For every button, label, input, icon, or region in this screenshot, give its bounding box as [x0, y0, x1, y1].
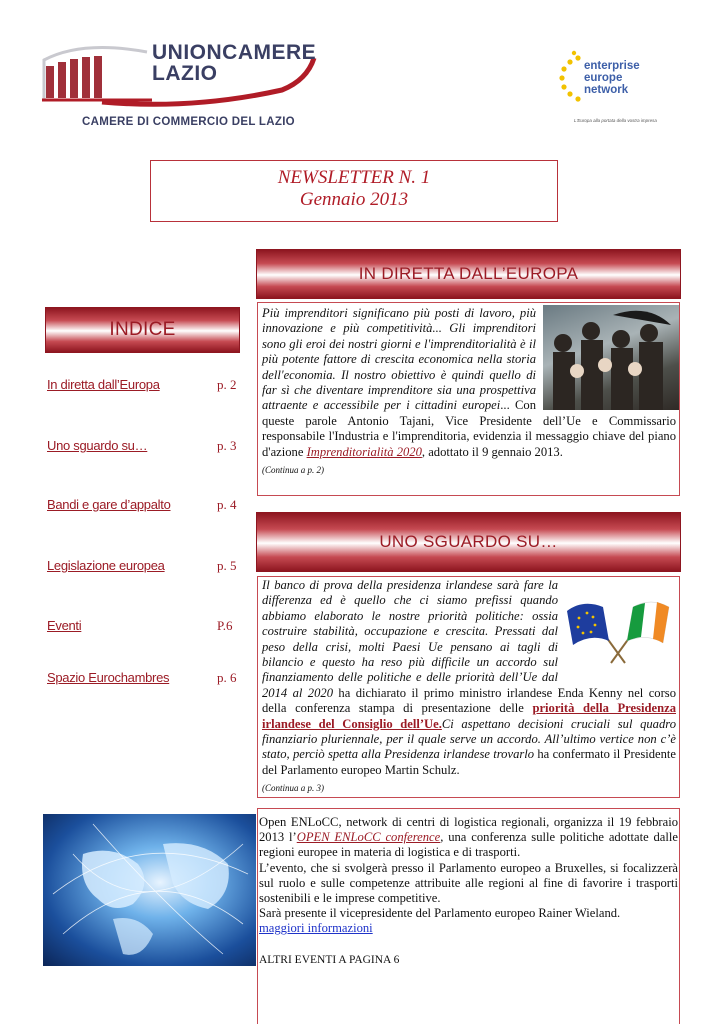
article-eventi-text — [259, 815, 678, 968]
index-item-eventi[interactable]: Eventi — [47, 618, 82, 633]
index-item-legislazione[interactable]: Legislazione europea — [47, 558, 165, 573]
article-diretta-intro: Più imprenditori significano più posti di lavoro, più innovazione e più competitività... Gli imprenditori sono gli eroi dei nostri giorni e l'imprenditorialità è il più potente fattore di crescita economica nella storia dell'economia. Il nostro obiettivo è quindi quello di far sì che diventare imprenditore sia una prospettiva attraente e accessibile per i cittadini europei — [262, 306, 536, 413]
article-sguardo-continue[interactable]: (Continua a p. 3) — [262, 783, 324, 794]
flag-spacer — [558, 578, 676, 682]
index-page: p. 3 — [217, 438, 237, 453]
org-name-line1: UNIONCAMERE — [152, 41, 317, 64]
index-page: p. 5 — [217, 558, 237, 573]
enterprise-europe-network-logo — [540, 48, 690, 130]
unioncamere-logo — [42, 40, 322, 130]
open-enlocc-conference-link[interactable]: OPEN ENLoCC conference — [296, 830, 441, 845]
newsletter-number: NEWSLETTER N. 1 — [277, 167, 431, 188]
section-header-diretta: IN DIRETTA DALL’EUROPA — [256, 249, 681, 299]
more-info-link[interactable]: maggiori informazioni — [259, 921, 373, 936]
index-item-diretta[interactable]: In diretta dall’Europa — [47, 377, 160, 392]
newsletter-date: Gennaio 2013 — [299, 189, 409, 210]
section-header-sguardo: UNO SGUARDO SU… — [256, 512, 681, 572]
index-page: P.6 — [217, 618, 233, 633]
index-item-eurochambres[interactable]: Spazio Eurochambres — [47, 670, 170, 685]
index-page: p. 2 — [217, 377, 237, 392]
event-speaker: Sarà presente il vicepresidente del Parlamento europeo Rainer Wieland. — [259, 906, 621, 921]
presidenza-irlandese-link[interactable]: priorità della Presidenza irlandese del Consiglio dell’Ue. — [262, 701, 677, 731]
article-sguardo-italic-end: Ci aspettano decisioni cruciali sul quadro finanziario pluriennale, per il quale serve un accordo. All’ultimo vertice non c’è stato, perciò spetta alla Presidenza irlandese trovarlo — [262, 716, 676, 762]
event-intro-end: , una conferenza sulle politiche adottate dalle regioni europee in materia di logistica e di trasporti. — [259, 830, 678, 860]
section-header-indice: INDICE — [45, 307, 240, 353]
eu-stars-icon — [540, 48, 590, 118]
globe-network-image — [43, 814, 256, 966]
event-location: L’evento, che si svolgerà presso il Parlamento europeo a Bruxelles, si focalizzerà sul ruolo e sulle competenze attribuite alle regioni al fine di favorire i trasporti sostenibili e le imprese competitive. — [259, 860, 678, 906]
article-sguardo-body: ha dichiarato il primo ministro irlandese Enda Kenny nel corso della conferenza stampa di presentazione delle — [262, 685, 676, 716]
een-line1: enterprise — [584, 60, 640, 72]
article-diretta-text — [262, 306, 676, 478]
index-item-bandi[interactable]: Bandi e gare d’appalto — [47, 497, 171, 512]
org-name-line2: LAZIO — [152, 62, 218, 85]
index-page: p. 4 — [217, 497, 237, 512]
org-subtitle: CAMERE DI COMMERCIO DEL LAZIO — [82, 116, 295, 128]
newsletter-title-box — [150, 160, 558, 222]
index-page: p. 6 — [217, 670, 237, 685]
other-events-note: ALTRI EVENTI A PAGINA 6 — [259, 953, 400, 966]
article-diretta-body-end: , adottato il 9 gennaio 2013. — [421, 444, 563, 459]
een-tagline: L'Europa alla portata della vostra impresa — [574, 118, 657, 123]
een-line2: europe — [584, 72, 623, 84]
article-sguardo-body-end: ha confermato il Presidente del Parlamento europeo Martin Schulz. — [262, 747, 677, 777]
article-sguardo-intro: Il banco di prova della presidenza irlandese sarà fare la differenza ed è quello che ci siamo prefissi quando abbiamo elaborato le nostre priorità politiche: ossia costruire stabilità, occupazione e crescita. Pressati dal peso della crisi, molti Paesi Ue pensano ai tagli di bilancio e questo ha reso più difficile un accordo sul finanziamento delle politiche e delle priorità dell’Ue dal 2014 al 2020 — [262, 578, 558, 700]
imprenditorialita-link[interactable]: Imprenditorialità 2020 — [306, 444, 422, 459]
index-item-sguardo[interactable]: Uno sguardo su… — [47, 438, 148, 453]
article-diretta-body: ... Con queste parole Antonio Tajani, Vice Presidente dell’Ue e Commissario responsabile l'Industria e l'imprenditoria, evidenzia il messaggio chiave del piano d'azione — [262, 398, 676, 459]
article-sguardo-text — [262, 578, 676, 797]
photo-spacer — [536, 302, 676, 410]
event-intro: Open ENLoCC, network di centri di logistica regionali, organizza il 19 febbraio 2013 l’ — [259, 815, 678, 845]
article-diretta-continue[interactable]: (Continua a p. 2) — [262, 465, 324, 476]
een-line3: network — [584, 84, 629, 96]
